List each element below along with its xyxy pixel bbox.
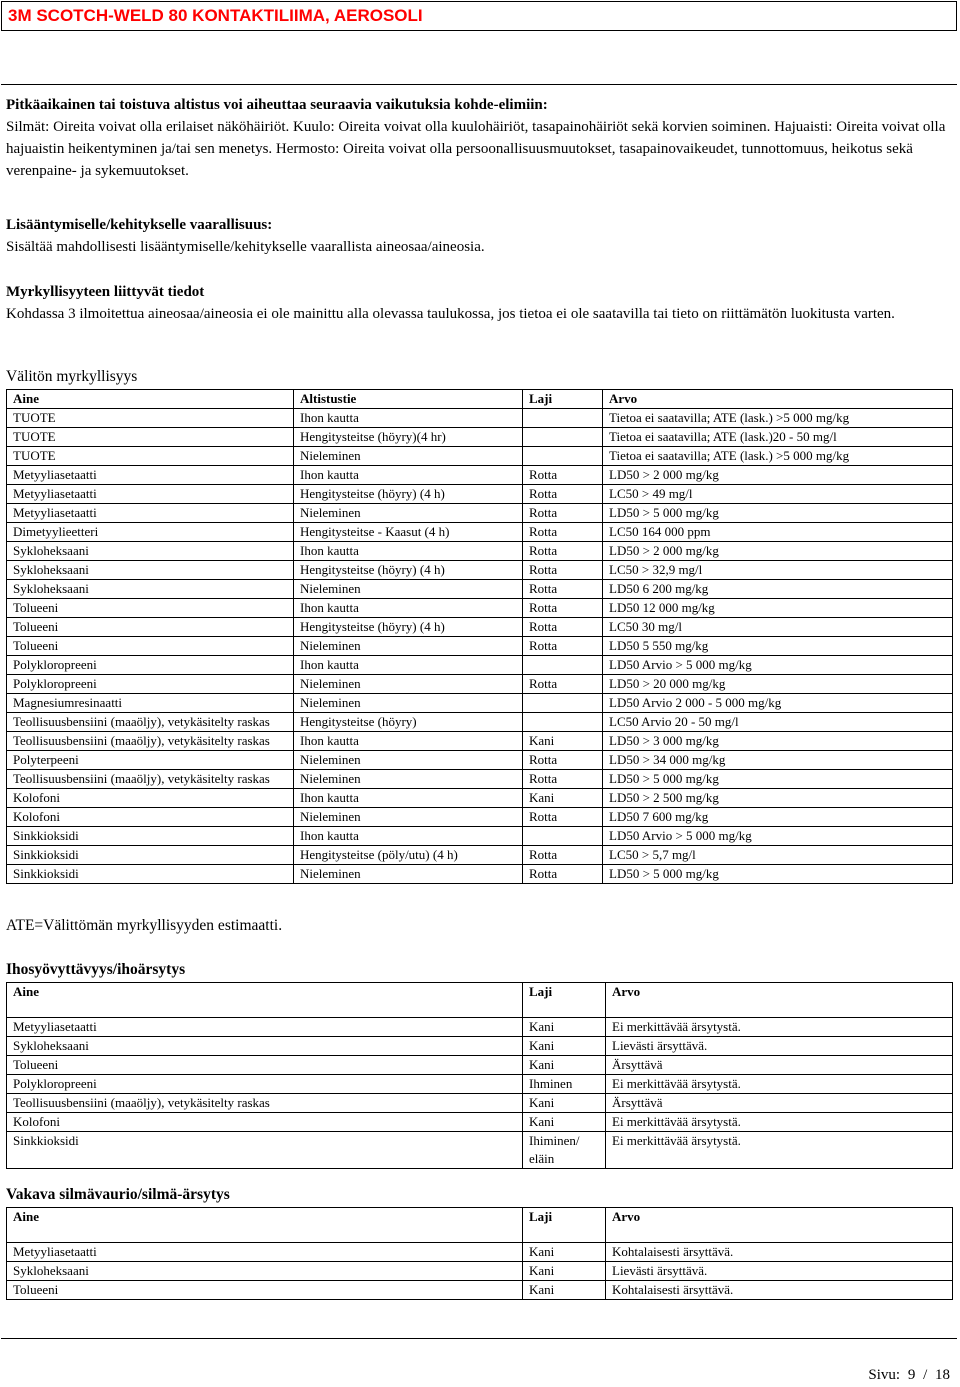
table-cell: Hengitysteitse (höyry) (4 h) <box>294 618 523 637</box>
table-cell: Polykloropreeni <box>7 675 294 694</box>
skin-title: Ihosyövyttävyys/ihoärsytys <box>6 961 186 978</box>
table-cell: Rotta <box>523 770 603 789</box>
table-cell: Kohtalaisesti ärsyttävä. <box>606 1281 953 1300</box>
column-header: Arvo <box>606 983 953 1018</box>
table-row <box>7 694 953 713</box>
table-cell: Rotta <box>523 466 603 485</box>
reproductive-heading: Lisääntymiselle/kehitykselle vaarallisuus: <box>6 217 273 233</box>
table-row <box>7 1037 953 1056</box>
table-cell: Kani <box>523 1262 606 1281</box>
table-cell: Teollisuusbensiini (maaöljy), vetykäsitelty raskas <box>7 732 294 751</box>
table-cell: Tietoa ei saatavilla; ATE (lask.) >5 000 mg/kg <box>603 409 953 428</box>
table-row <box>7 656 953 675</box>
page-total: 18 <box>935 1367 950 1383</box>
page-footer <box>868 1367 954 1384</box>
table-cell: Rotta <box>523 808 603 827</box>
table-row <box>7 504 953 523</box>
table-row <box>7 846 953 865</box>
table-cell: Kani <box>523 1037 606 1056</box>
column-header: Laji <box>523 983 606 1018</box>
table-cell: Hengitysteitse - Kaasut (4 h) <box>294 523 523 542</box>
table-cell: LD50 Arvio > 5 000 mg/kg <box>603 827 953 846</box>
table-cell: Tolueeni <box>7 1056 523 1075</box>
table-cell: Sinkkioksidi <box>7 865 294 884</box>
table-cell <box>523 827 603 846</box>
table-cell: Kolofoni <box>7 1113 523 1132</box>
table-cell: Ärsyttävä <box>606 1056 953 1075</box>
page-number: 9 <box>907 1367 916 1383</box>
table-cell: LD50 > 3 000 mg/kg <box>603 732 953 751</box>
table-cell: Nieleminen <box>294 770 523 789</box>
table-cell: LC50 > 49 mg/l <box>603 485 953 504</box>
acute-toxicity-title: Välitön myrkyllisyys <box>6 368 138 385</box>
table-cell: Kani <box>523 1113 606 1132</box>
table-cell: Rotta <box>523 504 603 523</box>
table-cell: Teollisuusbensiini (maaöljy), vetykäsitelty raskas <box>7 770 294 789</box>
table-cell: Ihon kautta <box>294 542 523 561</box>
table-row <box>7 808 953 827</box>
document-title: 3M SCOTCH-WELD 80 KONTAKTILIIMA, AEROSOLI <box>8 6 423 25</box>
table-cell: Lievästi ärsyttävä. <box>606 1037 953 1056</box>
table-cell: TUOTE <box>7 428 294 447</box>
table-cell: Kani <box>523 1243 606 1262</box>
table-cell: Ei merkittävää ärsytystä. <box>606 1075 953 1094</box>
column-header: Aine <box>7 983 523 1018</box>
table-row <box>7 447 953 466</box>
table-cell <box>523 713 603 732</box>
table-cell: LC50 Arvio 20 - 50 mg/l <box>603 713 953 732</box>
table-cell: Sykloheksaani <box>7 1037 523 1056</box>
table-cell: LC50 164 000 ppm <box>603 523 953 542</box>
header-divider <box>1 84 957 85</box>
table-cell: Metyyliasetaatti <box>7 504 294 523</box>
table-cell: LD50 > 2 500 mg/kg <box>603 789 953 808</box>
table-cell: Nieleminen <box>294 694 523 713</box>
table-row <box>7 1075 953 1094</box>
eye-title: Vakava silmävaurio/silmä-ärsytys <box>6 1186 230 1203</box>
long-term-text: Silmät: Oireita voivat olla erilaiset näköhäiriöt. Kuulo: Oireita voivat olla kuulohäiriöt, tasapainohäiriöt sekä korvien soiminen. Hajuaisti: Oireita voivat olla hajuaistin heikentyminen ja/tai sen menetys. Hermosto: Oireita voivat olla persoonallisuusmuutokset, tasapainovaikeudet, tunnottomuus, heikotus sekä verenpaine- ja sykemuutokset. <box>6 119 946 179</box>
table-cell: Rotta <box>523 542 603 561</box>
long-term-heading: Pitkäaikainen tai toistuva altistus voi aiheuttaa seuraavia vaikutuksia kohde-elimiin: <box>6 97 548 113</box>
document-header <box>1 1 957 31</box>
table-cell: Ihminen <box>523 1075 606 1094</box>
table-cell: Nieleminen <box>294 447 523 466</box>
table-row <box>7 1113 953 1132</box>
table-cell: Tolueeni <box>7 637 294 656</box>
table-cell: Ei merkittävää ärsytystä. <box>606 1113 953 1132</box>
table-cell: Kani <box>523 1281 606 1300</box>
table-header-row <box>7 1208 953 1243</box>
table-cell: Hengitysteitse (pöly/utu) (4 h) <box>294 846 523 865</box>
table-row <box>7 466 953 485</box>
table-header-row <box>7 390 953 409</box>
table-cell: Tietoa ei saatavilla; ATE (lask.)20 - 50 mg/l <box>603 428 953 447</box>
table-cell: Sinkkioksidi <box>7 827 294 846</box>
table-cell: Ei merkittävää ärsytystä. <box>606 1018 953 1037</box>
table-cell: LD50 5 550 mg/kg <box>603 637 953 656</box>
column-header: Arvo <box>603 390 953 409</box>
table-cell: Sinkkioksidi <box>7 846 294 865</box>
table-row <box>7 1243 953 1262</box>
table-cell: Magnesiumresinaatti <box>7 694 294 713</box>
table-row <box>7 865 953 884</box>
table-row <box>7 713 953 732</box>
table-cell <box>523 694 603 713</box>
table-cell <box>523 447 603 466</box>
table-row <box>7 1094 953 1113</box>
table-cell: LD50 > 5 000 mg/kg <box>603 770 953 789</box>
table-cell: Nieleminen <box>294 580 523 599</box>
table-cell: LD50 > 34 000 mg/kg <box>603 751 953 770</box>
table-cell: Kohtalaisesti ärsyttävä. <box>606 1243 953 1262</box>
table-cell: Sykloheksaani <box>7 561 294 580</box>
table-cell <box>523 409 603 428</box>
page-label: Sivu: <box>868 1367 901 1383</box>
table-cell: Kani <box>523 732 603 751</box>
table-cell: Hengitysteitse (höyry) <box>294 713 523 732</box>
table-cell: Nieleminen <box>294 808 523 827</box>
table-row <box>7 789 953 808</box>
table-header-row <box>7 983 953 1018</box>
table-cell: Tolueeni <box>7 1281 523 1300</box>
table-cell: Kani <box>523 1094 606 1113</box>
table-row <box>7 732 953 751</box>
table-cell: Tolueeni <box>7 599 294 618</box>
table-row <box>7 1132 953 1169</box>
table-row <box>7 637 953 656</box>
column-header: Laji <box>523 390 603 409</box>
table-cell: Kani <box>523 789 603 808</box>
toxicity-info-text: Kohdassa 3 ilmoitettua aineosaa/aineosia ei ole mainittu alla olevassa taulukossa, jos tietoa ei ole saatavilla tai tieto on riittämätön luokitusta varten. <box>6 306 895 322</box>
table-cell: Nieleminen <box>294 675 523 694</box>
table-row <box>7 675 953 694</box>
table-cell: Lievästi ärsyttävä. <box>606 1262 953 1281</box>
table-cell: Nieleminen <box>294 865 523 884</box>
table-cell: Rotta <box>523 846 603 865</box>
column-header: Altistustie <box>294 390 523 409</box>
table-cell: Teollisuusbensiini (maaöljy), vetykäsitelty raskas <box>7 713 294 732</box>
table-cell: Polykloropreeni <box>7 656 294 675</box>
ate-note: ATE=Välittömän myrkyllisyyden estimaatti. <box>6 917 283 934</box>
toxicity-info-heading: Myrkyllisyyteen liittyvät tiedot <box>6 284 205 300</box>
table-row <box>7 409 953 428</box>
table-cell: Rotta <box>523 599 603 618</box>
table-cell <box>523 428 603 447</box>
table-row <box>7 580 953 599</box>
table-row <box>7 1018 953 1037</box>
reproductive-section <box>6 214 952 258</box>
table-cell: Ihon kautta <box>294 466 523 485</box>
table-cell: Nieleminen <box>294 751 523 770</box>
table-cell: LD50 6 200 mg/kg <box>603 580 953 599</box>
table-row <box>7 751 953 770</box>
table-cell: LC50 > 32,9 mg/l <box>603 561 953 580</box>
table-cell: LD50 > 5 000 mg/kg <box>603 865 953 884</box>
table-cell: LD50 Arvio > 5 000 mg/kg <box>603 656 953 675</box>
table-cell: Ihon kautta <box>294 827 523 846</box>
table-cell: LD50 > 2 000 mg/kg <box>603 542 953 561</box>
table-cell: Rotta <box>523 637 603 656</box>
table-cell: Metyyliasetaatti <box>7 1018 523 1037</box>
table-cell: Rotta <box>523 523 603 542</box>
table-cell: Ei merkittävää ärsytystä. <box>606 1132 953 1169</box>
table-cell: Metyyliasetaatti <box>7 466 294 485</box>
column-header: Aine <box>7 1208 523 1243</box>
table-cell: Rotta <box>523 865 603 884</box>
column-header: Laji <box>523 1208 606 1243</box>
table-cell: Sykloheksaani <box>7 542 294 561</box>
table-cell: LD50 > 20 000 mg/kg <box>603 675 953 694</box>
table-cell: Nieleminen <box>294 637 523 656</box>
table-cell: Rotta <box>523 675 603 694</box>
table-row <box>7 428 953 447</box>
table-cell: LD50 > 5 000 mg/kg <box>603 504 953 523</box>
skin-corrosion-table <box>6 982 953 1169</box>
eye-irritation-table <box>6 1207 953 1300</box>
table-cell: Rotta <box>523 580 603 599</box>
long-term-section <box>6 94 952 182</box>
table-row <box>7 827 953 846</box>
table-cell: Sykloheksaani <box>7 1262 523 1281</box>
table-cell: Nieleminen <box>294 504 523 523</box>
table-cell: TUOTE <box>7 409 294 428</box>
table-row <box>7 599 953 618</box>
table-cell: Hengitysteitse (höyry) (4 h) <box>294 561 523 580</box>
table-row <box>7 485 953 504</box>
table-cell: LD50 12 000 mg/kg <box>603 599 953 618</box>
table-cell: Metyyliasetaatti <box>7 485 294 504</box>
table-cell: Polyterpeeni <box>7 751 294 770</box>
table-cell: Ihiminen/ eläin <box>523 1132 606 1169</box>
table-cell: Hengitysteitse (höyry) (4 h) <box>294 485 523 504</box>
table-cell: Ihon kautta <box>294 599 523 618</box>
table-cell: Dimetyylieetteri <box>7 523 294 542</box>
table-cell: Rotta <box>523 751 603 770</box>
table-cell: Sykloheksaani <box>7 580 294 599</box>
page-separator: / <box>923 1367 928 1383</box>
footer-divider <box>1 1338 957 1339</box>
table-row <box>7 1056 953 1075</box>
table-cell: Rotta <box>523 561 603 580</box>
table-row <box>7 542 953 561</box>
table-row <box>7 1281 953 1300</box>
acute-toxicity-table <box>6 389 953 884</box>
table-cell: TUOTE <box>7 447 294 466</box>
table-cell: Rotta <box>523 485 603 504</box>
reproductive-text: Sisältää mahdollisesti lisääntymiselle/kehitykselle vaarallista aineosaa/aineosia. <box>6 239 485 255</box>
table-cell: Ärsyttävä <box>606 1094 953 1113</box>
table-cell: Ihon kautta <box>294 732 523 751</box>
table-cell: Rotta <box>523 618 603 637</box>
toxicity-info-section <box>6 281 952 325</box>
table-cell: Tietoa ei saatavilla; ATE (lask.) >5 000 mg/kg <box>603 447 953 466</box>
table-row <box>7 1262 953 1281</box>
column-header: Arvo <box>606 1208 953 1243</box>
table-cell: Kani <box>523 1056 606 1075</box>
column-header: Aine <box>7 390 294 409</box>
table-cell: Kolofoni <box>7 808 294 827</box>
table-cell: Ihon kautta <box>294 789 523 808</box>
table-cell: LC50 30 mg/l <box>603 618 953 637</box>
table-cell: Sinkkioksidi <box>7 1132 523 1169</box>
table-cell: Tolueeni <box>7 618 294 637</box>
table-cell: Ihon kautta <box>294 409 523 428</box>
table-row <box>7 618 953 637</box>
table-cell: Ihon kautta <box>294 656 523 675</box>
table-cell: Kolofoni <box>7 789 294 808</box>
table-cell: Metyyliasetaatti <box>7 1243 523 1262</box>
table-cell: LD50 Arvio 2 000 - 5 000 mg/kg <box>603 694 953 713</box>
table-row <box>7 523 953 542</box>
table-cell: LD50 7 600 mg/kg <box>603 808 953 827</box>
table-cell: Teollisuusbensiini (maaöljy), vetykäsitelty raskas <box>7 1094 523 1113</box>
table-cell: Polykloropreeni <box>7 1075 523 1094</box>
table-cell: Kani <box>523 1018 606 1037</box>
table-row <box>7 561 953 580</box>
table-cell: LD50 > 2 000 mg/kg <box>603 466 953 485</box>
table-cell: LC50 > 5,7 mg/l <box>603 846 953 865</box>
table-row <box>7 770 953 789</box>
table-cell: Hengitysteitse (höyry)(4 hr) <box>294 428 523 447</box>
table-cell <box>523 656 603 675</box>
